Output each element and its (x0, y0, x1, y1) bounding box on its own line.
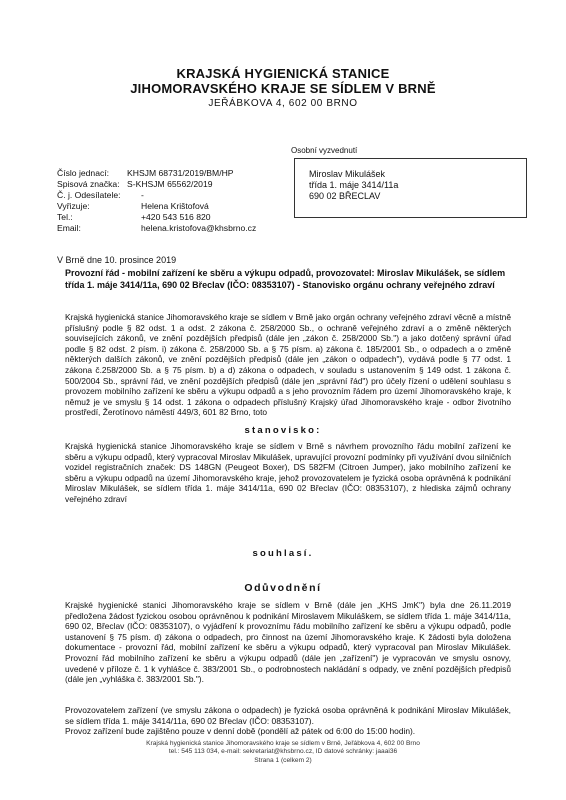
recipient-name: Miroslav Mikulášek (309, 169, 386, 179)
operator-paragraph: Provozovatelem zařízení (ve smyslu zákona o odpadech) je fyzická osoba oprávněná k podnikání Miroslav Mikulášek, se sídlem třída 1. máje 3414/11a, 690 02 Břeclav (IČO: 08353107). (65, 705, 511, 726)
operating-hours-paragraph: Provoz zařízení bude zajištěno pouze v denní době (pondělí až pátek od 6:00 do 15:00 hodin). (65, 726, 416, 736)
statement-heading: stanovisko: (244, 425, 322, 436)
sender-ref: - (141, 190, 144, 200)
handler-name: Helena Krištofová (141, 201, 209, 211)
statement-paragraph: Krajská hygienická stanice Jihomoravského kraje se sídlem v Brně s návrhem provozního řádu mobilní zařízení ke sběru a výkupu odpadů, který vypracoval Miroslav Mikulášek, upravující provozní podmínky při využívání dvou silničních vozidel registračních značek: DS 148GN (Peugeot Boxer), DS 582FM (Citroen Jumper), jako mobilního zařízení ke sběru a výkupu odpadů na území Jihomoravského kraje, jehož provozovatelem je fyzická osoba oprávněná k podnikání Miroslav Mikulášek, se sídlem třída 1. máje 3414/11a, 690 02 Břeclav (IČO: 08353107), z hlediska zájmů ochrany veřejného zdraví (65, 441, 511, 504)
institution-region: JIHOMORAVSKÉHO KRAJE SE SÍDLEM V BRNĚ (130, 81, 436, 96)
footer-contact: tel.: 545 113 034, e-mail: sekretariat@khsbrno.cz, ID datové schránky: jaaai36 (168, 748, 398, 756)
sender-ref-label: Č. j. Odesílatele: (57, 190, 121, 200)
recipient-address-box (294, 158, 527, 218)
ref-number: KHSJM 68731/2019/BM/HP (127, 168, 234, 178)
letter-date: V Brně dne 10. prosince 2019 (57, 255, 177, 265)
recipient-street: třída 1. máje 3414/11a (309, 180, 399, 190)
handler-label: Vyřizuje: (57, 201, 90, 211)
phone-label: Tel.: (57, 212, 73, 222)
footer-address: Krajská hygienická stanice Jihomoravského kraje se sídlem v Brně, Jeřábkova 4, 602 00 Brno (146, 740, 420, 747)
institution-name: KRAJSKÁ HYGIENICKÁ STANICE (176, 66, 390, 81)
justification-paragraph: Krajské hygienické stanici Jihomoravského kraje se sídlem v Brně (dále jen „KHS JmK") byla dne 26.11.2019 předložena žádost fyzickou osobou oprávněnou k podnikání Miroslavem Mikuláškem, se sídlem třída 1. máje 3414/11a, 690 02, Břeclav (IČO: 08353107), o vyjádření k provoznímu řádu mobilního zařízení ke sběru a výkupu odpadů, podle ustanovení § 75 písm. d) zákona o odpadech, pro činnost na území Jihomoravského kraje. K žádosti byla doložena dokumentace - provozní řád, mobilní zařízení ke sběru a výkupu odpadů, který vypracoval pan Miroslav Mikulášek. Provozní řád mobilního zařízení ke sběru a výkupu odpadů (dále jen „zařízení") je vypracován ve smyslu osnovy, uvedené v příloze č. 1 k vyhlášce č. 383/2001 Sb., o podrobnostech nakládání s odpady, ve znění pozdějších předpisů (dále jen „vyhláška č. 383/2001 Sb."). (65, 600, 511, 685)
consent-heading: souhlasí. (252, 548, 314, 559)
recipient-city: 690 02 BŘECLAV (309, 191, 381, 201)
institution-address: JEŘÁBKOVA 4, 602 00 BRNO (208, 98, 358, 109)
phone-number: +420 543 516 820 (141, 212, 211, 222)
email-address: helena.kristofova@khsbrno.cz (141, 223, 257, 233)
letter-subject: Provozní řád - mobilní zařízení ke sběru a výkupu odpadů, provozovatel: Miroslav Mikulášek, se sídlem třída 1. máje 3414/11a, 690 02 Břeclav (IČO: 08353107) - Stanovisko orgánu ochrany veřejného zdraví (65, 268, 506, 290)
email-label: Email: (57, 223, 81, 233)
intro-paragraph: Krajská hygienická stanice Jihomoravského kraje se sídlem v Brně jako orgán ochrany veřejného zdraví věcně a místně příslušný podle § 82 odst. 1 a odst. 2 zákona č. 258/2000 Sb., o ochraně veřejného zdraví a o změně některých souvisejících zákonů, ve znění pozdějších předpisů (dále jen „zákon č. 258/2000 Sb.") a jako dotčený správní úřad podle § 82 odst. 2 písm. i) zákona č. 258/2000 Sb. a § 75 písm. a) zákona č. 185/2001 Sb., o odpadech a o změně některých dalších zákonů, ve znění pozdějších předpisů (dále jen „zákon o odpadech"), vydává podle § 77 odst. 1 zákona č.258/2000 Sb. a § 75 písm. b) a d) zákona o odpadech, v souladu s ustanovením § 149 odst. 1 zákona č. 500/2004 Sb., správní řád, ve znění pozdějších předpisů (dále jen „správní řád") pro účely řízení o udělení souhlasu s provozem mobilního zařízení ke sběru a výkupu odpadů a s jeho provozním řádem pro území Jihomoravského kraje, k němuž je ve smyslu § 14 odst. 1 zákona o odpadech příslušný Krajský úřad Jihomoravského kraje - odbor životního prostředí, Žerotínovo náměstí 449/3, 601 82 Brno, toto (65, 312, 511, 418)
delivery-method: Osobní vyzvednutí (291, 146, 358, 155)
page-footer (0, 740, 566, 765)
page-number: Strana 1 (celkem 2) (254, 756, 312, 764)
file-mark: S-KHSJM 65562/2019 (127, 179, 213, 189)
file-mark-label: Spisová značka: (57, 179, 120, 189)
ref-label: Číslo jednací: (57, 168, 110, 178)
justification-heading: Odůvodnění (244, 582, 322, 594)
